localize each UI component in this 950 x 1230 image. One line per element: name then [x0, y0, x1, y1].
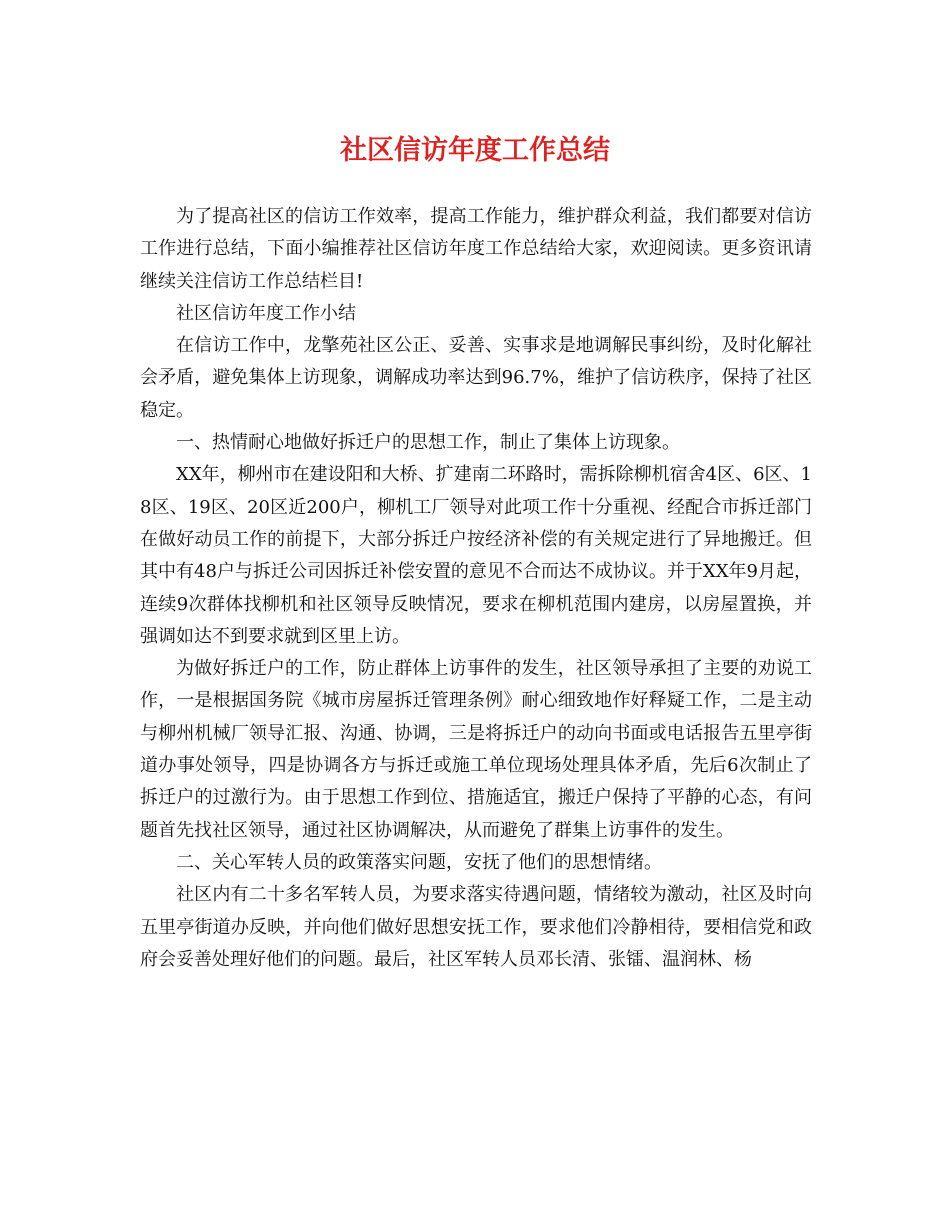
section-heading-2: 二、关心军转人员的政策落实问题，安抚了他们的思想情绪。 — [176, 851, 662, 873]
document-title: 社区信访年度工作总结 — [340, 135, 610, 166]
paragraph-intro: 为了提高社区的信访工作效率，提高工作能力，维护群众利益，我们都要对信访工作进行总结，下面小编推荐社区信访年度工作总结给大家，欢迎阅读。更多资讯请继续关注信访工作总结栏目! — [140, 206, 812, 292]
section-heading-1: 一、热情耐心地做好拆迁户的思想工作，制止了集体上访现象。 — [176, 432, 680, 454]
paragraph-subtitle: 社区信访年度工作小结 — [176, 302, 356, 324]
paragraph-veterans: 社区内有二十多名军转人员，为要求落实待遇问题，情绪较为激动，社区及时向五里亭街道办反映，并向他们做好思想安抚工作，要求他们冷静相待，要相信党和政府会妥善处理好他们的问题。最后，社区军转人员邓长清、张镭、温润林、杨 — [140, 884, 812, 970]
document-body — [140, 201, 812, 976]
paragraph-persuasion: 为做好拆迁户的工作，防止群体上访事件的发生，社区领导承担了主要的劝说工作，一是根据国务院《城市房屋拆迁管理条例》耐心细致地作好释疑工作，二是主动与柳州机械厂领导汇报、沟通、协调，三是将拆迁户的动向书面或电话报告五里亭街道办事处领导，四是协调各方与拆迁或施工单位现场处理具体矛盾，先后6次制止了拆迁户的过激行为。由于思想工作到位、措施适宜，搬迁户保持了平静的心态，有问题首先找社区领导，通过社区协调解决，从而避免了群集上访事件的发生。 — [140, 658, 812, 841]
paragraph-summary: 在信访工作中，龙擎苑社区公正、妥善、实事求是地调解民事纠纷，及时化解社会矛盾，避免集体上访现象，调解成功率达到96.7%，维护了信访秩序，保持了社区稳定。 — [140, 335, 812, 421]
paragraph-demolition: XX年，柳州市在建设阳和大桥、扩建南二环路时，需拆除柳机宿舍4区、6区、18区、19区、20区近200户，柳机工厂领导对此项工作十分重视、经配合市拆迁部门在做好动员工作的前提下，大部分拆迁户按经济补偿的有关规定进行了异地搬迁。但其中有48户与拆迁公司因拆迁补偿安置的意见不合而达不成协议。并于XX年9月起，连续9次群体找柳机和社区领导反映情况，要求在柳机范围内建房，以房屋置换，并强调如达不到要求就到区里上访。 — [140, 464, 812, 647]
